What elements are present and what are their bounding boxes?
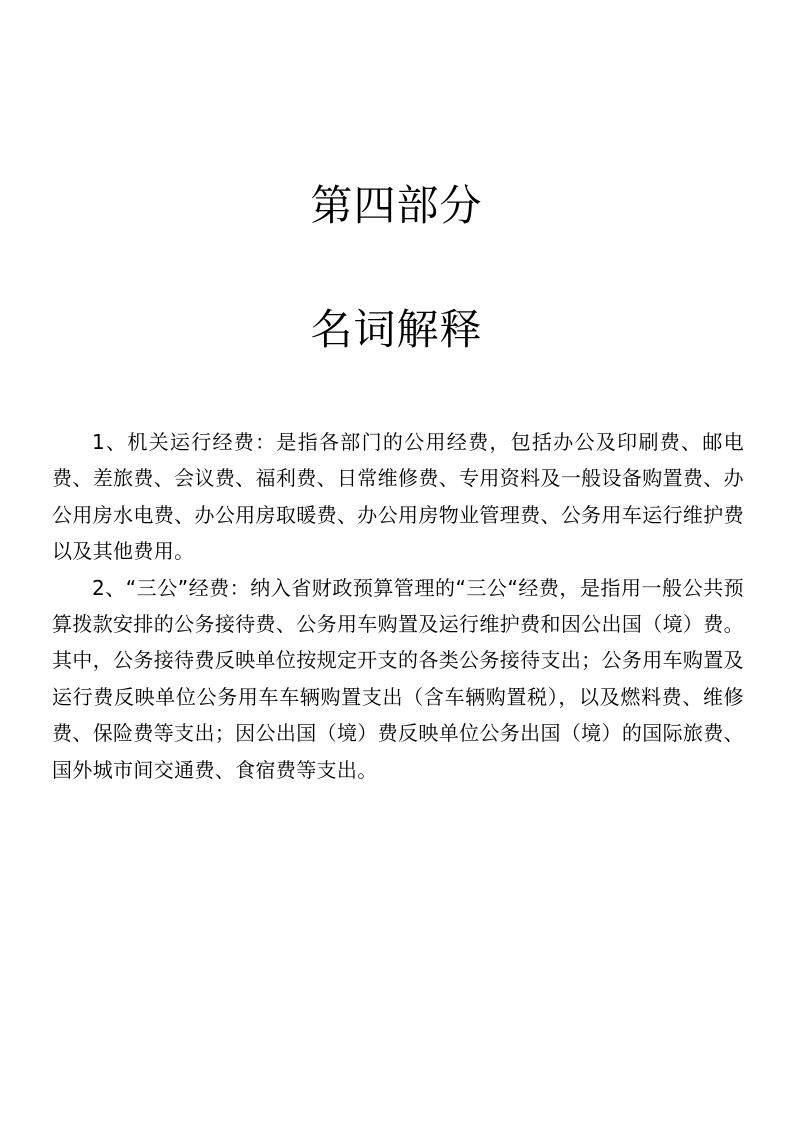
- definition-paragraph-2: 2、“三公”经费：纳入省财政预算管理的“三公“经费，是指用一般公共预算拨款安排的公务接待费、公务用车购置及运行维护费和因公出国（境）费。其中，公务接待费反映单位按规定开支的各类公务接待支出；公务用车购置及运行费反映单位公务用车车辆购置支出（含车辆购置税），以及燃料费、维修费、保险费等支出；因公出国（境）费反映单位公务出国（境）的国际旅费、国外城市间交通费、食宿费等支出。: [52, 575, 744, 782]
- definitions-body: [52, 424, 744, 788]
- definition-paragraph-1: 1、机关运行经费：是指各部门的公用经费，包括办公及印刷费、邮电费、差旅费、会议费、福利费、日常维修费、专用资料及一般设备购置费、办公用房水电费、办公用房取暖费、办公用房物业管理费、公务用车运行维护费以及其他费用。: [52, 430, 744, 564]
- part-title: 第四部分: [310, 181, 483, 230]
- section-title: 名词解释: [310, 305, 483, 354]
